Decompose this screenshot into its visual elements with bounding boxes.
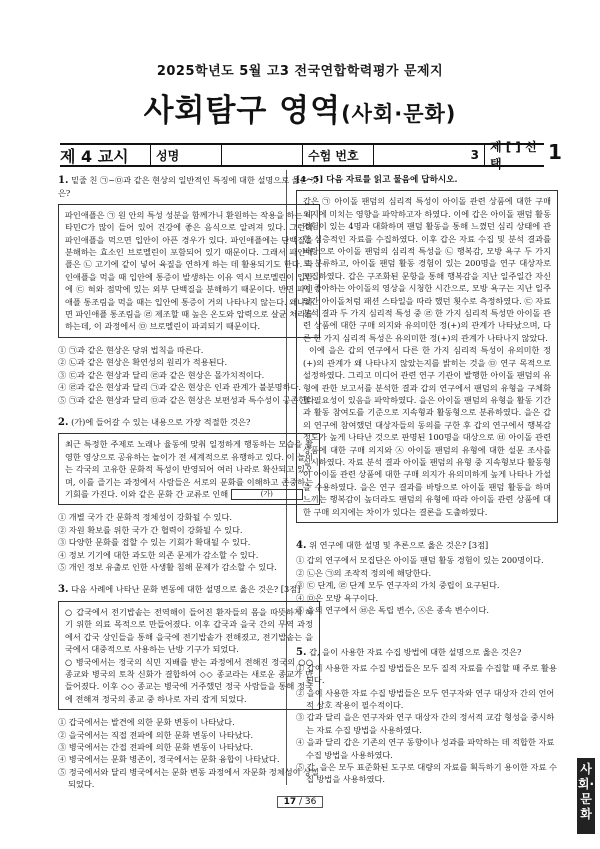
id-label: 수험 번호 [302, 145, 373, 165]
option-1[interactable]: ① 개별 국가 간 문화적 정체성이 강화될 수 있다. [58, 512, 232, 523]
option-5[interactable]: ⑤ 갑, 을은 모두 표준화된 도구로 대량의 자료를 획득하기 용이한 자료 수집 방법을 사용하였다. [296, 762, 557, 785]
question-number: 5. [296, 647, 307, 659]
option-3[interactable]: ③ ㉢과 같은 현상과 달리 ㉣과 같은 현상은 몰가치적이다. [58, 369, 265, 380]
option-1[interactable]: ① ㉠과 같은 현상은 당위 법칙을 따른다. [58, 344, 204, 355]
exam-info-bar [60, 140, 544, 171]
passage-case-a: ○ 갑국에서 전기밥솥는 전역해이 들어진 환자들의 몸을 따뜻하게 하기 위한 의료 목적으로 만들어졌다. 이후 갑국과 을국 간의 무역 과정에서 갑국 상인들을 통해 을국에 전기밥솥가 전해졌고, 전기밥솥는 을국에서 대중적으로 사용하는 난방 기구가 되었다. [65, 606, 313, 655]
id-digit: 3 [470, 148, 479, 162]
passage-text: 최근 특정한 주제로 노래나 율동에 맞춰 일정하게 행동하는 모습을 촬영한 영상으로 공유하는 놀이가 전 세계적으로 유행하고 있다. 이 놀이는 각국의 고유한 문화적 특성이 반영되어 여러 나라로 확산되고 있으며, 이를 즐기는 과정에서 사람들은 서로의 문화를 이해하고 존중하는 기회를 가진다. 이와 같은 문화 간 교류로 인해 [65, 439, 313, 499]
option-5[interactable]: ⑤ 을의 연구에서 ㉥은 독립 변수, ㉦은 종속 변수이다. [296, 605, 489, 615]
left-column [58, 174, 320, 791]
subject-sub: (사회·문화) [341, 102, 457, 126]
question-1-options [58, 344, 320, 406]
question-number: 2. [58, 416, 69, 428]
question-number: 4. [296, 539, 307, 551]
option-5[interactable]: ⑤ 정국에서와 달리 병국에서는 문화 변동 과정에서 자문화 정체성이 상실되었다. [58, 766, 319, 790]
question-number: 3. [58, 584, 69, 596]
option-2[interactable]: ② 을이 사용한 자료 수집 방법들은 모두 연구자와 연구 대상자 간의 언어적 상호 작용이 필수적이다. [296, 687, 555, 711]
option-5[interactable]: ⑤ ㉠과 같은 현상과 달리 ㉤과 같은 현상은 보편성과 특수성이 공존한다. [58, 394, 317, 405]
option-5[interactable]: ⑤ 개인 정보 유출로 인한 사생활 침해 문제가 감소할 수 있다. [58, 562, 277, 573]
set-4-5-passage [296, 190, 558, 523]
question-1-passage: 파인애플은 ㉠ 원 안의 특성 성분을 함께가니 환원하는 작용을 하는 비타민C가 많이 들어 있어 건강에 좋은 음식으로 알려져 있다. 그런데 파인애플을 먹으면 입안이 아픈 경우가 있다. 파인애플에는 단백질을 분해하는 효소인 브로멜린이 포함되어 있기 때문이다. 그래서 파인애플은 ㉡ 고기에 같이 넣어 육질을 연하게 하는 데 활용되기도 한다. 파인애플을 먹을 때 입안에 통증이 발생하는 이유 역시 브로멜린이 입안에 ㉢ 혀와 점막에 있는 외부 단백질을 분해하기 때문이다. 반면 파인애플 통조림을 먹을 때는 입안에 통증이 거의 나타나지 않는다. 왜냐하면 파인애플 통조림을 ㉣ 제조할 때 높은 온도와 압력으로 살균 처리를 하는데, 이 과정에서 ㉤ 브로멜린이 파괴되기 때문이다. [58, 204, 320, 338]
option-1[interactable]: ① 갑국에서는 발견에 의한 문화 변동이 나타났다. [58, 717, 235, 728]
question-stem: 밑줄 친 ㉠~㉤과 같은 현상의 일반적인 특징에 대한 설명으로 옳은 것은? [58, 175, 319, 199]
question-2 [58, 416, 320, 429]
exam-title: 2025학년도 5월 고3 전국연합학력평가 문제지 [156, 64, 444, 79]
page-total: 36 [304, 797, 317, 807]
id-field[interactable] [373, 145, 484, 165]
question-3 [58, 583, 320, 596]
question-3-passage [58, 601, 320, 710]
question-5 [296, 646, 558, 659]
option-2[interactable]: ② 자원 확보를 위한 국가 간 협력이 강화될 수 있다. [58, 524, 243, 535]
subject-main: 사회탐구 영역 [143, 93, 342, 129]
question-4-options [296, 554, 558, 616]
subject-side-tab: 사회·문화 [577, 758, 595, 834]
name-label: 성명 [150, 145, 221, 165]
option-4[interactable]: ④ 정보 기기에 대한 과도한 의존 문제가 감소할 수 있다. [58, 549, 259, 560]
option-4[interactable]: ④ ㉣과 같은 현상과 달리 ㉠과 같은 현상은 인과 관계가 불분명하다. [58, 382, 302, 393]
blank-ga: (가) [231, 489, 303, 500]
question-4 [296, 539, 558, 552]
question-5-options [296, 662, 558, 786]
subject-title [0, 85, 600, 130]
question-stem: (가)에 들어갈 수 있는 내용으로 가장 적절한 것은? [71, 416, 251, 427]
question-3-options [58, 716, 320, 790]
question-stem: 위 연구에 대한 설명 및 추론으로 옳은 것은? [3점] [309, 539, 489, 550]
passage-case-b: ○ 병국에서는 정국의 식민 지배를 받는 과정에서 전해진 정국의 ○○ 종교와 병국의 토착 신화가 결합하여 ◇◇ 종교라는 새로운 종교가 만들어졌다. 이후 ◇◇ 종교는 병국에 거주했던 정국 사람들을 통해 정국에 전해져 정국의 종교 중 하나로 자리 잡게 되었다. [65, 656, 313, 704]
page-number: 1 [548, 140, 562, 164]
option-3[interactable]: ③ ㉢ 단계, ㉣ 단계 모두 연구자의 가치 중립이 요구된다. [296, 580, 500, 591]
question-stem: 갑, 을이 사용한 자료 수집 방법에 대한 설명으로 옳은 것은? [309, 647, 522, 658]
option-1[interactable]: ① 갑이 사용한 자료 수집 방법들은 모두 질적 자료를 수집할 때 주로 활용된다. [296, 662, 557, 686]
option-3[interactable]: ③ 병국에서는 간접 전파에 의한 문화 변동이 나타났다. [58, 741, 254, 752]
option-4[interactable]: ④ 을과 달리 갑은 기존의 연구 동향이나 성과를 파악하는 데 적합한 자료 수집 방법을 사용하였다. [296, 737, 555, 760]
page-indicator: 17 / 36 [256, 796, 344, 808]
option-2[interactable]: ② ㉡과 같은 현상은 확연성의 원리가 적용된다. [58, 357, 228, 368]
page-header [0, 60, 600, 130]
option-4[interactable]: ④ 병국에서는 문화 병존이, 정국에서는 문화 융합이 나타났다. [58, 754, 280, 765]
option-3[interactable]: ③ 갑과 달리 을은 연구자와 연구 대상자 간의 정서적 교감 형성을 중시하는 자료 수집 방법을 사용하였다. [296, 712, 555, 735]
passage-paragraph-2: 이에 을은 갑의 연구에서 다른 한 가지 심리적 특성이 유의미한 정(+)의 관계가 왜 나타나지 않았는지를 밝히는 것을 ㉤ 연구 목적으로 설정하였다. 그리고 미디어 관련 연구 기관이 발행한 아이돌 팬덤의 유형에 관한 보고서를 분석한 결과 갑의 연구에서 팬덤의 유형을 구체화할 필요성이 있음을 파악하였다. 을은 아이돌 팬덤의 유형을 활동 기간과 활동 참여도를 기준으로 지속형과 활동형으로 분류하였다. 을은 갑의 연구에 참여했던 대상자들의 동의를 구한 후 갑의 연구에서 행복감 정도가 높게 나타난 것으로 판명된 100명을 대상으로 ㉥ 아이돌 관련 상품에 대한 구매 의지와 ㉦ 아이돌 팬덤의 유형에 대한 설문 조사를 실시하였다. 자료 분석 결과 아이돌 팬덤의 유형 중 지속형보다 활동형이 아이돌 관련 상품에 대한 구매 의지가 유의미하게 높게 나타나 가설을 수용하였다. 을은 연구 결과를 바탕으로 아이돌 팬덤 활동을 하며 느끼는 행복감이 높더라도 팬덤의 유형에 따라 아이돌 관련 상품에 대한 구매 의지에는 차이가 있다는 결론을 도출하였다. [303, 345, 551, 517]
question-1 [58, 174, 320, 200]
option-3[interactable]: ③ 다양한 문화를 접할 수 있는 기회가 확대될 수 있다. [58, 537, 251, 548]
option-2[interactable]: ② ㉡은 ㉠의 조작적 정의에 해당한다. [296, 567, 432, 578]
period-label: 제 4 교시 [60, 146, 129, 166]
question-2-options [58, 511, 320, 573]
set-4-5-heading: [4~5] 다음 자료를 읽고 물음에 답하시오. [296, 175, 458, 185]
question-2-passage [58, 433, 320, 505]
question-stem: 다음 사례에 나타난 문화 변동에 대한 설명으로 옳은 것은? [3점] [71, 584, 301, 595]
option-4[interactable]: ④ ㉤은 모방 욕구이다. [296, 592, 379, 603]
page-current: 17 [283, 797, 297, 807]
name-field[interactable] [221, 145, 302, 165]
select-label: 제 [ ] 선택 [484, 145, 544, 165]
option-2[interactable]: ② 을국에서는 직접 전파에 의한 문화 변동이 나타났다. [58, 729, 254, 740]
right-column [296, 174, 558, 786]
question-number: 1. [58, 175, 69, 186]
option-1[interactable]: ① 갑의 연구에서 모집단은 아이돌 팬덤 활동 경험이 있는 200명이다. [296, 555, 544, 566]
passage-paragraph-1: 갑은 ㉠ 아이돌 팬덤의 심리적 특성이 아이돌 관련 상품에 대한 구매 의지에 미치는 영향을 파악하고자 하였다. 이에 갑은 아이돌 팬덤 활동 경험이 있는 4명과 대화하며 팬덤 활동을 통해 느꼈던 심리 상태에 관한 심층적인 자료를 수집하였다. 이후 갑은 자료 수집 및 분석 결과를 바탕으로 아이돌 팬덤의 심리적 특성을 ㉡ 행복감, 모방 욕구 두 가지로 분류하고, 아이돌 팬덤 활동 경험이 있는 200명을 연구 대상자로 모집하였다. 갑은 구조화된 문항을 통해 행복감을 지난 일주일간 자신이 좋아하는 아이돌의 영상을 시청한 시간으로, 모방 욕구는 지난 일주일간 아이돌처럼 패션 스타일을 따라 했던 횟수로 측정하였다. ㉢ 자료 분석 결과 두 가지 심리적 특성 중 ㉣ 한 가지 심리적 특성만 아이돌 관련 상품에 대한 구매 의지와 유의미한 정(+)의 관계가 나타났으며, 다른 한 가지 심리적 특성은 유의미한 정(+)의 관계가 나타나지 않았다. [303, 196, 551, 343]
